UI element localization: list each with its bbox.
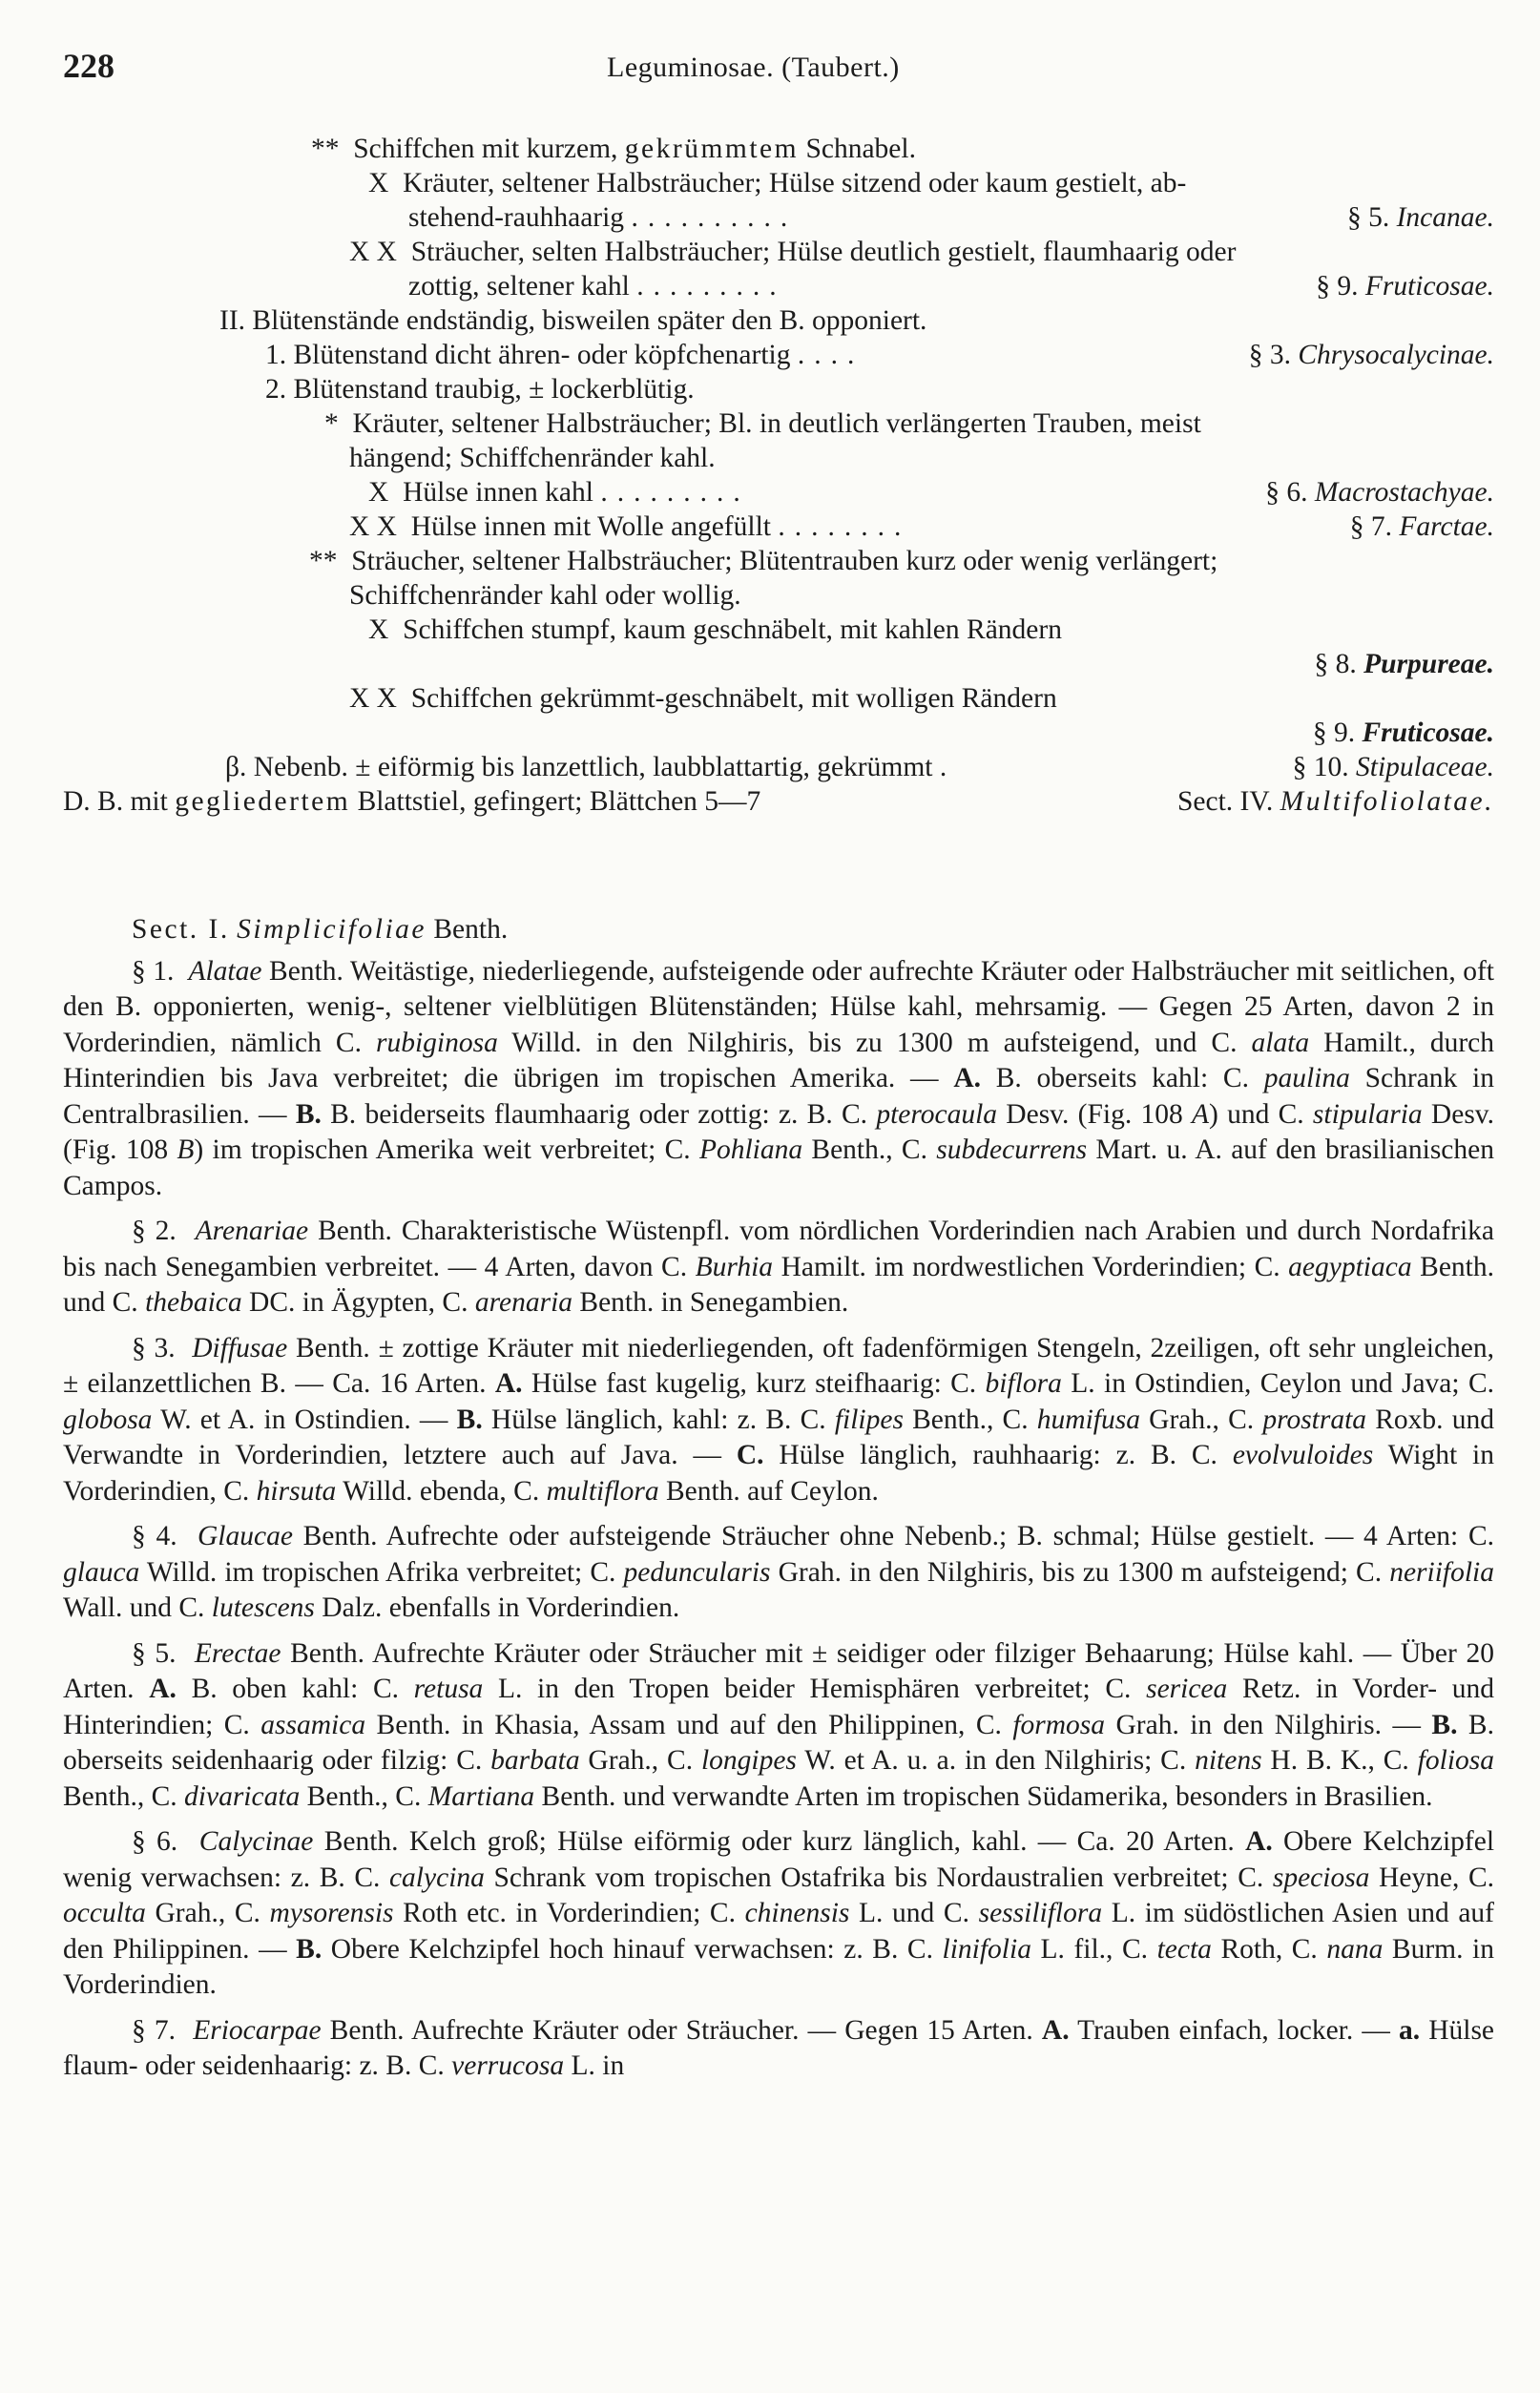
key-line — [63, 372, 1494, 406]
key-line — [63, 235, 1494, 269]
taxon-name: paulina — [1263, 1063, 1350, 1093]
text-run: Benth. ± zottige Kräuter mit niederliegenden, oft fadenförmigen Stengeln, 2zeiligen, oft sehr ungleichen, ± eilanzettlichen B. — Ca. 16 Arten. — [63, 1332, 1495, 1399]
section-mark: § 2. — [132, 1216, 196, 1246]
section-mark: § 7. — [132, 2014, 194, 2046]
taxon-name: nana — [1326, 1933, 1384, 1965]
key-ref: § 9. — [1316, 271, 1359, 302]
text-run: W. et A. in Ostindien. — — [152, 1404, 457, 1435]
text-run: Hamilt., durch Hinterindien bis Java verbreitet; die übrigen im tropischen Amerika. — — [63, 1027, 1494, 1093]
text-run: Roxb. und Verwandte in Vorderindien, letztere auch auf Java. — — [63, 1404, 1494, 1470]
section-mark: § 3. — [132, 1332, 193, 1363]
section-name: Incanae. — [1396, 202, 1494, 233]
key-line — [63, 303, 1494, 338]
key-ref: Sect. IV. — [1177, 786, 1274, 817]
taxon-name: speciosa — [1272, 1862, 1370, 1893]
text-run: Wight in Vorderindien, C. — [63, 1440, 1494, 1507]
text-run: Hülse fast kugelig, kurz steifhaarig: C. — [522, 1368, 986, 1399]
text-run: B. oben kahl: C. — [176, 1674, 414, 1704]
section-mark: § 4. — [132, 1521, 198, 1551]
text-run: Trauben einfach, locker. — — [1069, 2014, 1399, 2046]
taxon-name: linifolia — [942, 1933, 1031, 1965]
key-text: Schiffchenränder kahl oder wollig. — [349, 580, 741, 611]
key-mark: ** — [309, 546, 338, 576]
bullet-label: A. — [149, 1674, 177, 1704]
paragraph — [63, 1519, 1494, 1627]
taxon-name: arenaria — [474, 1287, 573, 1318]
taxon-name: Burhia — [695, 1251, 774, 1282]
taxon-name: Erectae — [194, 1637, 281, 1669]
text-run: H. B. K., C. — [1261, 1745, 1418, 1776]
text-run: Hülse flaum- oder seidenhaarig: z. B. C. — [63, 2014, 1495, 2081]
text-run: Benth. in Senegambien. — [572, 1287, 849, 1318]
taxon-name: glauca — [63, 1556, 140, 1588]
section-name: Multifoliolatae. — [1280, 786, 1494, 817]
taxon-name: pterocaula — [876, 1098, 998, 1130]
text-run: Grah., C. — [145, 1898, 270, 1928]
taxon-name: Arenariae — [195, 1216, 309, 1246]
body-text — [63, 912, 1494, 2094]
text-run: Desv. (Fig. 108 — [997, 1098, 1192, 1130]
bullet-label: a. — [1398, 2014, 1421, 2046]
section-heading — [132, 912, 1494, 948]
taxon-name: humifusa — [1036, 1404, 1140, 1435]
taxon-name: Diffusae — [192, 1332, 288, 1363]
bullet-label: A. — [494, 1368, 523, 1399]
key-text: Kräuter, seltener Halbsträucher; Hülse sitzend oder kaum gestielt, ab- — [403, 168, 1187, 198]
taxon-name: occulta — [63, 1898, 146, 1928]
bullet-label: B. — [1431, 1709, 1458, 1740]
key-mark: ** — [311, 134, 340, 164]
text-run: Willd. ebenda, C. — [336, 1475, 547, 1507]
leader-dots: ........ — [778, 511, 911, 542]
text-run: L. und C. — [849, 1898, 979, 1928]
key-line — [63, 544, 1494, 578]
text-run: Willd. in den Nilghiris, bis zu 1300 m aufsteigend, und C. — [497, 1027, 1252, 1058]
key-text: 2. Blütenstand traubig, ± lockerblütig. — [265, 374, 695, 405]
key-ref: § 10. — [1292, 752, 1349, 782]
taxon-name: A — [1191, 1098, 1209, 1130]
key-text-spaced: gegliedertem — [175, 786, 351, 817]
taxon-name: lutescens — [211, 1592, 315, 1623]
leader-dots: . — [939, 752, 957, 782]
text-run: Benth. Charakteristische Wüstenpfl. vom nördlichen Vorderindien nach Arabien und durch Nordafrika bis nach Senegambien verbreitet. — 4 Arten, davon C. — [63, 1216, 1495, 1282]
key-text: zottig, seltener kahl — [408, 271, 630, 302]
text-run: Benth. in Khasia, Assam und auf den Philippinen, C. — [365, 1709, 1013, 1740]
section-mark: § 6. — [132, 1826, 199, 1857]
text-run: Roth, C. — [1211, 1933, 1327, 1965]
taxon-name: calycina — [388, 1862, 485, 1893]
text-run: W. et A. u. a. in den Nilghiris; C. — [796, 1745, 1196, 1776]
key-line — [63, 132, 1494, 166]
taxon-name: mysorensis — [269, 1898, 394, 1928]
text-run: Grah. in den Nilghiris, bis zu 1300 m aufsteigend; C. — [770, 1556, 1390, 1588]
section-mark: § 5. — [132, 1637, 195, 1669]
key-ref: § 8. — [1314, 649, 1357, 679]
taxon-name: chinensis — [744, 1898, 850, 1928]
taxon-name: rubiginosa — [375, 1027, 498, 1058]
taxon-name: multiflora — [546, 1475, 659, 1507]
key-text: Schnabel. — [805, 134, 916, 164]
key-ref: § 5. — [1346, 202, 1390, 233]
text-run: Schrank vom tropischen Ostafrika bis Nordaustralien verbreitet; C. — [484, 1862, 1273, 1893]
taxon-name: verrucosa — [451, 2050, 565, 2081]
paragraph — [63, 954, 1494, 1205]
text-run: Mart. u. A. auf den brasilianischen Campos. — [63, 1134, 1494, 1201]
text-run: Benth. Aufrechte Kräuter oder Sträucher. — Gegen 15 Arten. — [321, 2014, 1042, 2046]
text-run: Grah., C. — [579, 1745, 701, 1776]
text-run: Desv. (Fig. 108 — [63, 1098, 1495, 1165]
text-run: Hülse länglich, kahl: z. B. C. — [482, 1404, 835, 1435]
text-run: Benth. Aufrechte oder aufsteigende Sträucher ohne Nebenb.; B. schmal; Hülse gestielt. — 4 Arten: C. — [292, 1521, 1495, 1551]
text-run: Heyne, C. — [1369, 1862, 1495, 1893]
key-line — [63, 441, 1494, 475]
text-run: Hülse länglich, rauhhaarig: z. B. C. — [763, 1440, 1233, 1470]
text-run: L. in den Tropen beider Hemisphären verbreitet; C. — [483, 1674, 1147, 1704]
key-ref: § 3. — [1248, 340, 1291, 370]
key-line — [63, 716, 1494, 750]
text-run: Benth. und verwandte Arten im tropischen Südamerika, besonders in Brasilien. — [534, 1780, 1433, 1812]
taxon-name: assamica — [260, 1709, 366, 1740]
section-name: Stipulaceae. — [1356, 752, 1494, 782]
taxon-name: sessiliflora — [978, 1898, 1103, 1928]
key-text: Blattstiel, gefingert; Blättchen 5—7 — [357, 786, 761, 817]
taxon-name: nitens — [1195, 1745, 1262, 1776]
taxon-name: aegyptiaca — [1288, 1251, 1412, 1282]
text-run: B. oberseits seidenhaarig oder filzig: C. — [63, 1709, 1494, 1776]
text-run: Benth. Aufrechte Kräuter oder Sträucher mit ± seidiger oder filziger Behaarung; Hülse kahl. — Über 20 Arten. — [63, 1637, 1494, 1704]
running-head: Leguminosae. (Taubert.) — [607, 52, 900, 83]
key-line — [63, 338, 1494, 372]
taxon-name: alata — [1251, 1027, 1310, 1058]
taxon-name: retusa — [413, 1674, 484, 1704]
taxon-name: thebaica — [145, 1287, 242, 1318]
taxon-name: longipes — [700, 1745, 797, 1776]
text-run: Wall. und C. — [63, 1592, 212, 1623]
taxon-name: biflora — [985, 1368, 1062, 1399]
taxon-name: prostrata — [1262, 1404, 1367, 1435]
taxon-name: barbata — [490, 1745, 580, 1776]
bullet-label: A. — [953, 1063, 981, 1093]
key-line — [63, 647, 1494, 681]
taxon-name: Eriocarpae — [193, 2014, 322, 2046]
taxon-name: subdecurrens — [936, 1134, 1088, 1165]
key-line — [63, 578, 1494, 613]
text-run: Benth., C. — [300, 1780, 428, 1812]
key-line — [63, 613, 1494, 647]
leader-dots: .... — [797, 340, 864, 370]
text-run: B. oberseits kahl: C. — [981, 1063, 1264, 1093]
key-text-spaced: gekrümmtem — [624, 134, 800, 164]
key-mark: * — [324, 408, 339, 439]
key-line — [63, 166, 1494, 200]
key-ref: § 7. — [1349, 511, 1392, 542]
paragraph — [63, 1824, 1494, 2004]
page-number: 228 — [63, 47, 114, 85]
page-header — [63, 46, 1494, 94]
paragraph — [63, 1331, 1494, 1510]
key-ref: § 6. — [1265, 477, 1308, 508]
key-mark: X X — [349, 511, 397, 542]
text-run: Benth. Kelch groß; Hülse eiförmig oder kurz länglich, kahl. — Ca. 20 Arten. — [313, 1826, 1246, 1857]
key-line — [63, 510, 1494, 544]
text-run: L. fil., C. — [1030, 1933, 1157, 1965]
text-run: ) und C. — [1209, 1098, 1313, 1130]
key-line — [63, 406, 1494, 441]
key-text: Sträucher, seltener Halbsträucher; Blütentrauben kurz oder wenig verlängert; — [351, 546, 1218, 576]
text-run: Benth. auf Ceylon. — [658, 1475, 879, 1507]
leader-dots: .......... — [631, 202, 798, 233]
taxon-name: divaricata — [184, 1780, 301, 1812]
text-run: Obere Kelchzipfel wenig verwachsen: z. B. C. — [63, 1826, 1495, 1893]
taxon-name: stipularia — [1312, 1098, 1423, 1130]
text-run: Benth., C. — [63, 1780, 185, 1812]
text-run: Grah., C. — [1139, 1404, 1263, 1435]
key-line — [63, 784, 1494, 819]
text-run: Retz. in Vorder- und Hinterindien; C. — [63, 1674, 1495, 1740]
section-name: Macrostachyae. — [1314, 477, 1494, 508]
key-text: Hülse innen kahl — [403, 477, 593, 508]
taxon-name: evolvuloides — [1232, 1440, 1374, 1470]
key-text: Kräuter, seltener Halbsträucher; Bl. in deutlich verlängerten Trauben, meist — [352, 408, 1201, 439]
paragraph — [63, 2013, 1494, 2085]
key-mark: X — [368, 168, 389, 198]
bullet-label: B. — [295, 1098, 322, 1130]
paragraph — [63, 1636, 1494, 1816]
key-text: II. Blütenstände endständig, bisweilen später den B. opponiert. — [219, 305, 927, 336]
text-run: Benth. Weitästige, niederliegende, aufsteigende oder aufrechte Kräuter oder Halbsträucher mit seitlichen, oft den B. opponierten, wenig-, seltener vielblütigen Blütenständen; Hülse kahl, mehrsamig. — Gegen 25 Arten, davon 2 in Vorderindien, nämlich C. — [63, 955, 1494, 1058]
text-run: Benth. und C. — [63, 1251, 1494, 1318]
section-name: Fruticosae. — [1364, 271, 1494, 302]
section-name: Fruticosae. — [1362, 718, 1494, 748]
key-line — [63, 200, 1494, 235]
text-run: Schrank in Centralbrasilien. — — [63, 1063, 1494, 1130]
section-name: Farctae. — [1399, 511, 1494, 542]
taxon-name: Alatae — [188, 955, 262, 987]
key-line — [63, 475, 1494, 510]
text-run: Roth etc. in Vorderindien; C. — [393, 1898, 745, 1928]
taxon-name: sericea — [1146, 1674, 1228, 1704]
text-run: B. beiderseits flaumhaarig oder zottig: z. B. C. — [321, 1098, 877, 1130]
taxon-name: hirsuta — [256, 1475, 337, 1507]
taxon-name: foliosa — [1417, 1745, 1494, 1776]
text-run: L. in — [564, 2050, 625, 2081]
taxon-name: formosa — [1012, 1709, 1106, 1740]
bullet-label: B. — [296, 1933, 323, 1965]
key-text: β. Nebenb. ± eiförmig bis lanzettlich, laubblattartig, gekrümmt — [225, 752, 933, 782]
bullet-label: A. — [1245, 1826, 1273, 1857]
paragraph — [63, 1214, 1494, 1321]
text-run: L. in Ostindien, Ceylon und Java; C. — [1061, 1368, 1494, 1399]
taxon-name: Calycinae — [198, 1826, 314, 1857]
key-text: Sträucher, selten Halbsträucher; Hülse deutlich gestielt, flaumhaarig oder — [410, 237, 1237, 267]
key-text: Hülse innen mit Wolle angefüllt — [410, 511, 771, 542]
leader-dots: ......... — [636, 271, 786, 302]
text-run: DC. in Ägypten, C. — [241, 1287, 475, 1318]
taxon-name: neriifolia — [1389, 1556, 1495, 1588]
key-line — [63, 269, 1494, 303]
key-text: hängend; Schiffchenränder kahl. — [349, 443, 716, 473]
taxon-name: Martiana — [427, 1780, 535, 1812]
taxon-name: Glaucae — [197, 1521, 293, 1551]
key-line — [63, 681, 1494, 716]
key-mark: X X — [349, 683, 397, 714]
section-author: Benth. — [433, 914, 509, 945]
key-mark: X X — [349, 237, 397, 267]
text-run: Benth., C. — [903, 1404, 1037, 1435]
section-label: Sect. I. — [132, 914, 230, 945]
text-run: ) im tropischen Amerika weit verbreitet; C. — [194, 1134, 699, 1165]
text-run: Dalz. ebenfalls in Vorderindien. — [314, 1592, 680, 1623]
key-line — [63, 750, 1494, 784]
key-text: Schiffchen mit kurzem, — [353, 134, 618, 164]
key-mark: X — [368, 477, 389, 508]
key-text: stehend-rauhhaarig — [408, 202, 625, 233]
taxon-name: Pohliana — [698, 1134, 803, 1165]
text-run: Benth., C. — [802, 1134, 937, 1165]
taxon-name: B — [177, 1134, 195, 1165]
section-title: Simplicifoliae — [237, 914, 427, 945]
taxon-name: tecta — [1156, 1933, 1212, 1965]
key-mark: X — [368, 614, 389, 645]
bullet-label: B. — [456, 1404, 483, 1435]
section-name: Purpureae. — [1363, 649, 1494, 679]
text-run: Obere Kelchzipfel hoch hinauf verwachsen: z. B. C. — [322, 1933, 943, 1965]
key-text: Schiffchen stumpf, kaum geschnäbelt, mit kahlen Rändern — [403, 614, 1062, 645]
text-run: Grah. in den Nilghiris. — — [1105, 1709, 1432, 1740]
text-run: Hamilt. im nordwestlichen Vorderindien; C. — [773, 1251, 1289, 1282]
key-text: D. B. mit — [63, 786, 168, 817]
taxon-name: peduncularis — [623, 1556, 771, 1588]
section-mark: § 1. — [132, 955, 189, 987]
bullet-label: C. — [736, 1440, 764, 1470]
text-run: L. im südöstlichen Asien und auf den Philippinen. — — [63, 1898, 1494, 1965]
key-text: Schiffchen gekrümmt-geschnäbelt, mit wolligen Rändern — [410, 683, 1057, 714]
leader-dots: ......... — [600, 477, 750, 508]
identification-key — [63, 132, 1494, 819]
key-ref: § 9. — [1312, 718, 1356, 748]
text-run: Willd. im tropischen Afrika verbreitet; C. — [139, 1556, 624, 1588]
section-name: Chrysocalycinae. — [1298, 340, 1494, 370]
text-run: Burm. in Vorderindien. — [63, 1933, 1494, 2000]
key-text: 1. Blütenstand dicht ähren- oder köpfchenartig — [265, 340, 791, 370]
taxon-name: globosa — [63, 1404, 153, 1435]
taxon-name: filipes — [834, 1404, 904, 1435]
bullet-label: A. — [1041, 2014, 1070, 2046]
